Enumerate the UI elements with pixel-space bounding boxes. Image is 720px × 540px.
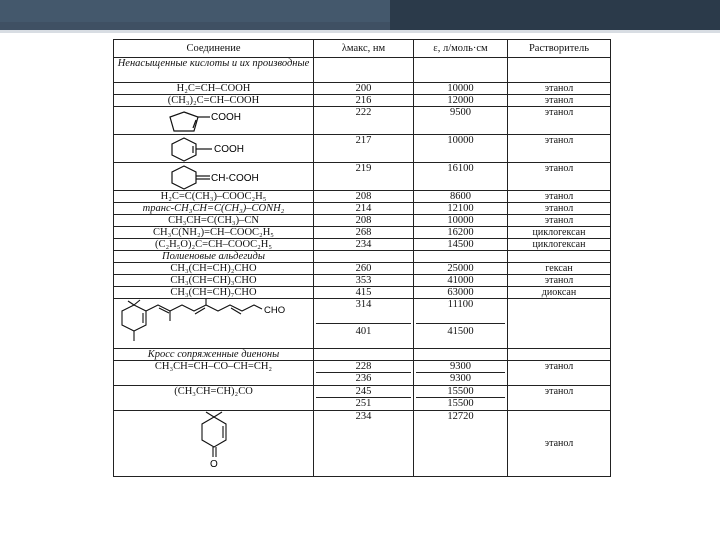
epsilon-value: 11100 — [416, 299, 505, 324]
table-row — [114, 386, 611, 411]
lambda-value: 222 — [314, 107, 414, 135]
epsilon-value: 41000 — [414, 275, 508, 287]
lambda-value: 245 — [316, 386, 411, 398]
solvent-value: этанол — [508, 275, 611, 287]
lambda-value: 214 — [314, 203, 414, 215]
section-row-acids — [114, 58, 611, 83]
lambda-value: 236 — [355, 373, 372, 384]
header-lambda: λмакс, нм — [314, 40, 414, 58]
table-row — [114, 107, 611, 135]
epsilon-value: 63000 — [414, 287, 508, 299]
table-row — [114, 239, 611, 251]
solvent-value: этанол — [508, 191, 611, 203]
table-row — [114, 83, 611, 95]
solvent-value: диоксан — [508, 287, 611, 299]
slide-top-bar — [0, 0, 720, 30]
epsilon-value-pair — [414, 361, 508, 386]
section-title: Полиеновые альдегиды — [114, 251, 314, 263]
solvent-value: этанол — [508, 411, 611, 477]
table-row — [114, 411, 611, 477]
lambda-value: 401 — [355, 326, 372, 337]
solvent-value: этанол — [508, 163, 611, 191]
compound-formula: (CH₃CH=CH)₂CO — [114, 386, 314, 411]
epsilon-value: 16100 — [414, 163, 508, 191]
structure-label: COOH — [214, 144, 244, 155]
lambda-value: 208 — [314, 215, 414, 227]
table-row — [114, 263, 611, 275]
header-solvent: Растворитель — [508, 40, 611, 58]
epsilon-value: 12720 — [414, 411, 508, 477]
table-row — [114, 95, 611, 107]
epsilon-value: 14500 — [414, 239, 508, 251]
table-row — [114, 361, 611, 386]
compound-formula: (CH₃)₂C=CH–COOH — [114, 95, 314, 107]
compound-formula: CH₃C(NH₂)=CH–COOC₂H₅ — [114, 227, 314, 239]
section-title: Ненасыщенные кислоты и их производные — [114, 58, 314, 83]
section-row-dienones — [114, 349, 611, 361]
table-row — [114, 135, 611, 163]
cyclopentene-carboxylic-acid-structure — [114, 107, 314, 134]
solvent-value: гексан — [508, 263, 611, 275]
lambda-value: 217 — [314, 135, 414, 163]
lambda-value: 216 — [314, 95, 414, 107]
structure-label: CHO — [264, 305, 286, 316]
epsilon-value: 15500 — [447, 398, 474, 409]
lambda-value-pair — [314, 299, 414, 349]
lambda-value: 219 — [314, 163, 414, 191]
lambda-value: 268 — [314, 227, 414, 239]
section-row-aldehydes — [114, 251, 611, 263]
epsilon-value: 9300 — [416, 361, 505, 373]
lambda-value: 251 — [355, 398, 372, 409]
cyclohexylidene-acetic-acid-structure — [114, 163, 314, 190]
table-row — [114, 299, 611, 349]
solvent-value: этанол — [508, 386, 611, 411]
lambda-value: 415 — [314, 287, 414, 299]
compound-formula: транс-CH₃CH=C(CH₃)–CONH₂ — [114, 203, 314, 215]
lambda-value: 234 — [314, 411, 414, 477]
solvent-value — [508, 299, 611, 349]
compound-formula: CH₃(CH=CH)₃CHO — [114, 275, 314, 287]
epsilon-value: 8600 — [414, 191, 508, 203]
epsilon-value: 9300 — [450, 373, 471, 384]
table-row — [114, 215, 611, 227]
header-compound: Соединение — [114, 40, 314, 58]
compound-formula: CH₃CH=C(CH₃)–CN — [114, 215, 314, 227]
lambda-value: 314 — [316, 299, 411, 324]
epsilon-value: 41500 — [447, 326, 474, 337]
table-row — [114, 191, 611, 203]
uv-absorption-table — [113, 39, 611, 477]
solvent-value: циклогексан — [508, 239, 611, 251]
compound-structure — [114, 299, 314, 349]
compound-formula: H₂C=CH–COOH — [114, 83, 314, 95]
lambda-value: 353 — [314, 275, 414, 287]
epsilon-value: 10000 — [414, 215, 508, 227]
header-epsilon: ε, л/моль·см — [414, 40, 508, 58]
epsilon-value: 10000 — [414, 83, 508, 95]
solvent-value: этанол — [508, 215, 611, 227]
lambda-value-pair — [314, 361, 414, 386]
lambda-value: 200 — [314, 83, 414, 95]
epsilon-value: 12100 — [414, 203, 508, 215]
structure-label: COOH — [211, 112, 241, 123]
table-row — [114, 275, 611, 287]
structure-label: CH-COOH — [211, 173, 259, 184]
epsilon-value-pair — [414, 299, 508, 349]
solvent-value: этанол — [508, 203, 611, 215]
compound-structure — [114, 163, 314, 191]
epsilon-value: 10000 — [414, 135, 508, 163]
solvent-value: этанол — [508, 135, 611, 163]
table-row — [114, 203, 611, 215]
compound-formula: CH₃(CH=CH)₇CHO — [114, 287, 314, 299]
solvent-value: этанол — [508, 107, 611, 135]
slide-top-accent — [390, 0, 720, 30]
section-title: Кросс сопряженные диеноны — [114, 349, 314, 361]
solvent-value: этанол — [508, 95, 611, 107]
compound-formula: CH₃CH=CH–CO–CH=CH₂ — [114, 361, 314, 386]
cyclohexene-carboxylic-acid-structure — [114, 135, 314, 162]
compound-formula: H₂C=C(CH₃)–COOC₂H₅ — [114, 191, 314, 203]
compound-structure — [114, 135, 314, 163]
lambda-value: 208 — [314, 191, 414, 203]
compound-structure — [114, 411, 314, 477]
solvent-value: этанол — [508, 83, 611, 95]
compound-structure — [114, 107, 314, 135]
table-row — [114, 227, 611, 239]
table-row — [114, 163, 611, 191]
epsilon-value: 25000 — [414, 263, 508, 275]
table-header-row — [114, 40, 611, 58]
epsilon-value: 9500 — [414, 107, 508, 135]
lambda-value: 228 — [316, 361, 411, 373]
lambda-value: 234 — [314, 239, 414, 251]
structure-label: O — [210, 459, 218, 470]
epsilon-value: 15500 — [416, 386, 505, 398]
epsilon-value-pair — [414, 386, 508, 411]
epsilon-value: 16200 — [414, 227, 508, 239]
compound-formula: (C₂H₅O)₂C=CH–COOC₂H₅ — [114, 239, 314, 251]
retinal-structure — [114, 299, 314, 348]
slide-divider — [0, 30, 720, 33]
solvent-value: циклогексан — [508, 227, 611, 239]
compound-formula: CH₃(CH=CH)₂CHO — [114, 263, 314, 275]
epsilon-value: 12000 — [414, 95, 508, 107]
lambda-value-pair — [314, 386, 414, 411]
dimethyl-cyclohexadienone-structure — [114, 411, 314, 476]
lambda-value: 260 — [314, 263, 414, 275]
solvent-value: этанол — [508, 361, 611, 386]
table-row — [114, 287, 611, 299]
